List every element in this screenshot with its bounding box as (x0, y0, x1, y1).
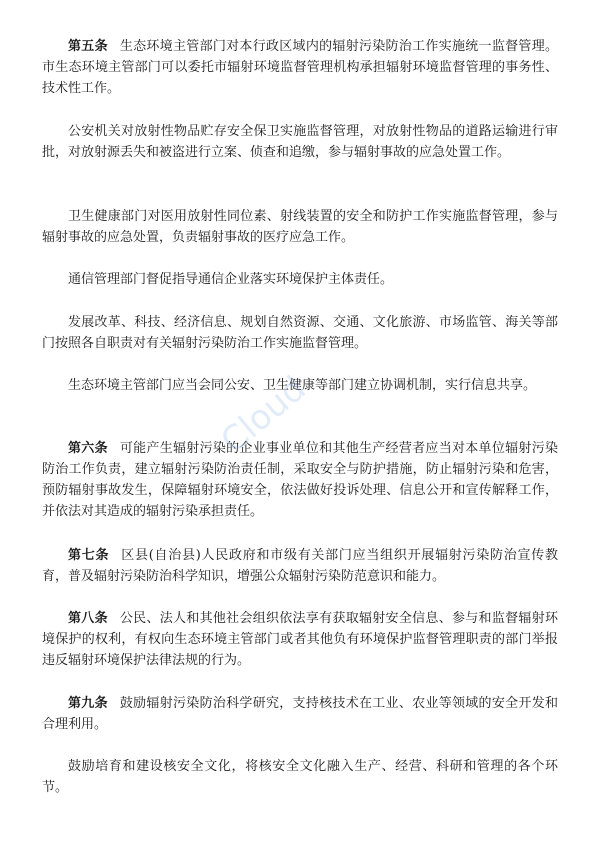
watermark: Cloud (213, 368, 314, 462)
paragraph-text: 卫生健康部门对医用放射性同位素、射线装置的安全和防护工作实施监督管理，参与辐射事故的应急处置，负责辐射事故的医疗应急工作。 (42, 209, 558, 245)
paragraph-text: 发展改革、科技、经济信息、规划自然资源、交通、文化旅游、市场监管、海关等部门按照各自职责对有关辐射污染防治工作实施监督管理。 (42, 315, 558, 351)
paragraph-text: 可能产生辐射污染的企业事业单位和其他生产经营者应当对本单位辐射污染防治工作负责，建立辐射污染防治责任制，采取安全与防护措施，防止辐射污染和危害，预防辐射事故发生，保障辐射环境安全，依法做好投诉处理、信息公开和宣传解释工作，并依法对其造成的辐射污染承担责任。 (42, 441, 558, 519)
paragraph-article-7 (42, 545, 558, 587)
paragraph-text: 区县(自治县)人民政府和市级有关部门应当组织开展辐射污染防治宣传教育，普及辐射污染防治科学知识，增强公众辐射污染防范意识和能力。 (42, 548, 558, 584)
article-number: 第九条 (68, 696, 108, 711)
article-number: 第五条 (68, 39, 108, 54)
paragraph-communications (42, 269, 558, 290)
paragraph-public-security (42, 121, 558, 163)
paragraph-text: 鼓励辐射污染防治科学研究，支持核技术在工业、农业等领域的安全开发和合理利用。 (42, 696, 558, 732)
article-number: 第七条 (68, 548, 110, 563)
paragraph-text: 生态环境主管部门对本行政区域内的辐射污染防治工作实施统一监督管理。市生态环境主管部门可以委托市辐射环境监督管理机构承担辐射环境监督管理的事务性、技术性工作。 (42, 39, 558, 96)
paragraph-article-8 (42, 608, 558, 671)
paragraph-text: 生态环境主管部门应当会同公安、卫生健康等部门建立协调机制，实行信息共享。 (68, 378, 537, 393)
article-number: 第六条 (68, 441, 108, 456)
paragraph-article-9 (42, 693, 558, 735)
paragraph-other-departments (42, 312, 558, 354)
paragraph-coordination (42, 375, 558, 396)
paragraph-text: 通信管理部门督促指导通信企业落实环境保护主体责任。 (68, 272, 394, 287)
paragraph-text: 鼓励培育和建设核安全文化，将核安全文化融入生产、经营、科研和管理的各个环节。 (42, 759, 558, 795)
paragraph-nuclear-culture (42, 756, 558, 798)
paragraph-text: 公安机关对放射性物品贮存安全保卫实施监督管理，对放射性物品的道路运输进行审批，对放射源丢失和被盗进行立案、侦查和追缴，参与辐射事故的应急处置工作。 (42, 124, 558, 160)
article-number: 第八条 (68, 611, 108, 626)
paragraph-article-6 (42, 438, 558, 522)
paragraph-text: 公民、法人和其他社会组织依法享有获取辐射安全信息、参与和监督辐射环境保护的权利，有权向生态环境主管部门或者其他负有环境保护监督管理职责的部门举报违反辐射环境保护法律法规的行为。 (42, 611, 558, 668)
paragraph-article-5 (42, 36, 558, 99)
paragraph-health (42, 206, 558, 248)
